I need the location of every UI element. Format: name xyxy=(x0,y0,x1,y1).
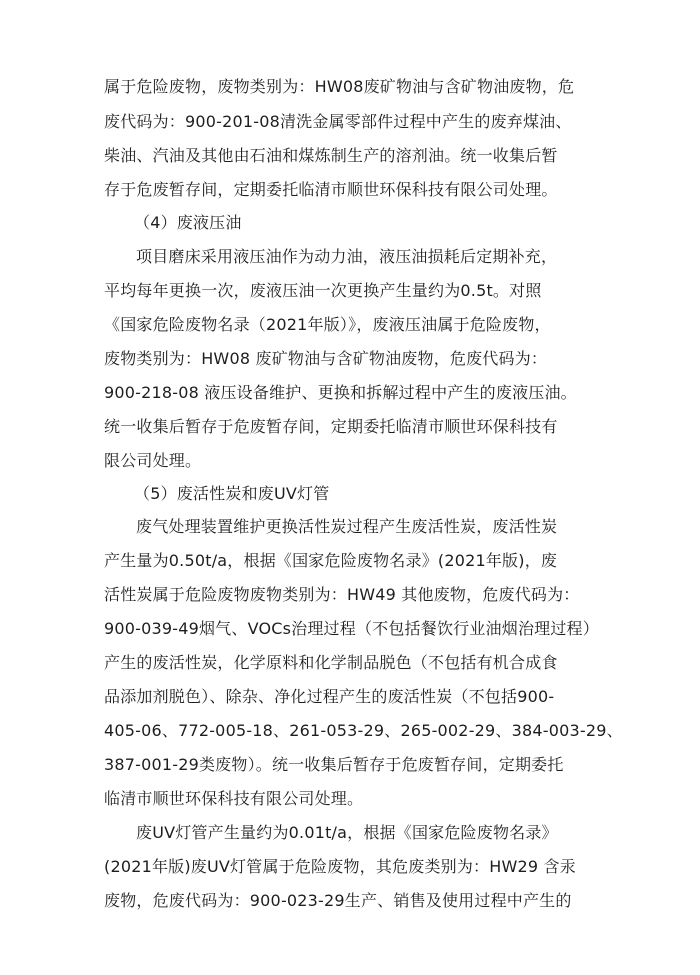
text-line: 存于危废暂存间，定期委托临清市顺世环保科技有限公司处理。 xyxy=(104,180,558,199)
section-heading-waste-hydraulic-oil: （4）废液压油 xyxy=(134,213,242,232)
section-heading-waste-carbon-uv: （5）废活性炭和废UV灯管 xyxy=(134,484,330,503)
text-line: 项目磨床采用液压油作为动力油，液压油损耗后定期补充， xyxy=(136,247,558,266)
text-line: 废物类别为：HW08 废矿物油与含矿物油废物，危废代码为： xyxy=(104,349,548,368)
text-line: 统一收集后暂存于危废暂存间，定期委托临清市顺世环保科技有 xyxy=(104,417,558,436)
text-line: 产生量为0.50t/a，根据《国家危险废物名录》(2021年版)，废 xyxy=(104,551,558,570)
text-line: 活性炭属于危险废物废物类别为：HW49 其他废物，危废代码为： xyxy=(104,585,580,604)
text-line: 废物，危废代码为：900-023-29生产、销售及使用过程中产生的 xyxy=(104,891,572,910)
text-line: 900-039-49烟气、VOCs治理过程（不包括餐饮行业油烟治理过程） xyxy=(104,619,599,638)
text-line: 产生的废活性炭，化学原料和化学制品脱色（不包括有机合成食 xyxy=(104,653,558,672)
text-line: 废UV灯管产生量约为0.01t/a，根据《国家危险废物名录》 xyxy=(136,823,558,842)
text-line: 387-001-29类废物）。统一收集后暂存于危废暂存间，定期委托 xyxy=(104,755,564,774)
text-line: 限公司处理。 xyxy=(104,451,202,470)
text-line: 品添加剂脱色）、除杂、净化过程产生的废活性炭（不包括900- xyxy=(104,687,555,706)
text-line: 柴油、汽油及其他由石油和煤炼制生产的溶剂油。统一收集后暂 xyxy=(104,146,558,165)
text-line: 属于危险废物，废物类别为：HW08废矿物油与含矿物油废物，危 xyxy=(104,77,575,96)
text-line: (2021年版)废UV灯管属于危险废物，其危废类别为：HW29 含汞 xyxy=(104,857,576,876)
text-line: 900-218-08 液压设备维护、更换和拆解过程中产生的废液压油。 xyxy=(104,383,577,402)
text-line: 405-06、772-005-18、261-053-29、265-002-29、384-003-29、 xyxy=(104,721,623,740)
text-line: 临清市顺世环保科技有限公司处理。 xyxy=(104,789,364,808)
text-line: 废代码为：900-201-08清洗金属零部件过程中产生的废弃煤油、 xyxy=(104,112,572,131)
text-line: 平均每年更换一次，废液压油一次更换产生量约为0.5t。对照 xyxy=(104,281,542,300)
text-line: 《国家危险废物名录（2021年版）》，废液压油属于危险废物， xyxy=(104,315,551,334)
text-line: 废气处理装置维护更换活性炭过程产生废活性炭，废活性炭 xyxy=(136,517,558,536)
